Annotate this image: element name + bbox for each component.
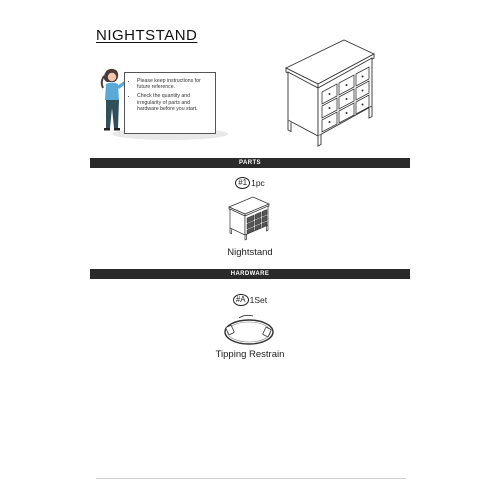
- part-quantity: 1pc: [251, 178, 265, 188]
- footer-divider: [96, 478, 406, 479]
- hardware-code-badge: #A: [233, 294, 249, 306]
- nightstand-icon: [225, 193, 273, 241]
- hardware-code-row: [0, 294, 500, 306]
- nightstand-icon: [282, 32, 378, 150]
- part-name: Nightstand: [227, 247, 273, 258]
- section-header-parts: PARTS: [90, 158, 410, 168]
- part-code-badge: #1: [235, 177, 250, 189]
- section-header-hardware: HARDWARE: [90, 269, 410, 279]
- page-title: NIGHTSTAND: [96, 27, 198, 44]
- hardware-quantity: 1Set: [249, 295, 268, 305]
- notice-item: • Check the quantity and irregularity of parts and hardware before you start.: [137, 93, 211, 112]
- hardware-name: Tipping Restrain: [215, 349, 285, 360]
- part-code-row: [0, 177, 500, 189]
- notice-box: [124, 72, 216, 134]
- cable-loop-icon: [221, 312, 277, 350]
- notice-item: • Please keep instructions for future reference.: [137, 78, 211, 90]
